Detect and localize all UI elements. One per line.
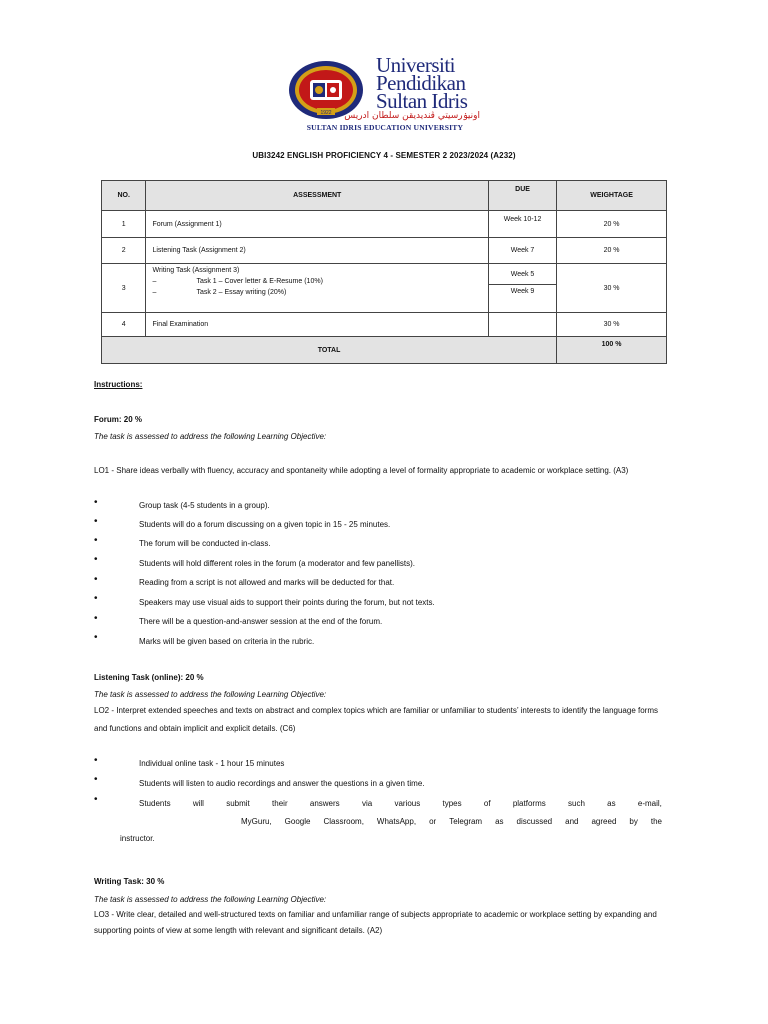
word: of	[483, 799, 491, 808]
bullet-icon: •	[94, 516, 98, 527]
logo-wordmark	[344, 53, 480, 122]
listening-bullet-3-line1	[139, 799, 662, 808]
forum-bullet: Marks will be given based on criteria in the rubric.	[139, 637, 315, 646]
bullet-icon: •	[94, 755, 98, 766]
word: discussed	[516, 817, 553, 826]
bullet-icon: •	[94, 574, 98, 585]
listening-learning-objective-cont: and functions and obtain implicit and explicit details. (C6)	[94, 724, 296, 733]
forum-bullet: Reading from a script is not allowed and marks will be deducted for that.	[139, 578, 395, 587]
word: WhatsApp,	[376, 817, 417, 826]
table-row	[102, 313, 667, 337]
word: various	[394, 799, 421, 808]
word: as	[607, 799, 616, 808]
total-value: 100 %	[557, 337, 667, 364]
word: or	[429, 817, 437, 826]
sub-item	[152, 278, 487, 285]
forum-bullet: Group task (4-5 students in a group).	[139, 501, 270, 510]
word: Telegram	[449, 817, 483, 826]
row-due: Week 7	[488, 238, 556, 264]
bullet-icon: •	[94, 632, 98, 643]
row-weightage: 20 %	[557, 211, 667, 238]
forum-bullet: The forum will be conducted in-class.	[139, 539, 271, 548]
word: by	[629, 817, 638, 826]
listening-heading: Listening Task (online): 20 %	[94, 673, 204, 682]
word: agreed	[591, 817, 617, 826]
sub-item	[152, 289, 487, 296]
row-assessment: Listening Task (Assignment 2)	[146, 238, 488, 264]
forum-learning-objective: LO1 - Share ideas verbally with fluency, accuracy and spontaneity while adopting a level of formality appropriate to academic or workplace setting. (A3)	[94, 466, 629, 475]
word: such	[568, 799, 585, 808]
document-title: UBI3242 ENGLISH PROFICIENCY 4 - SEMESTER 2 2023/2024 (A232)	[252, 151, 516, 160]
header-weightage: WEIGHTAGE	[557, 181, 667, 211]
instructions-heading: Instructions:	[94, 380, 143, 389]
assessment-table	[101, 180, 667, 364]
listening-bullet: Students will listen to audio recordings and answer the questions in a given time.	[139, 779, 425, 788]
bullet-icon: •	[94, 794, 98, 805]
row-no: 1	[102, 211, 146, 238]
listening-bullet: Individual online task - 1 hour 15 minutes	[139, 759, 285, 768]
listening-intro: The task is assessed to address the following Learning Objective:	[94, 690, 327, 699]
row-assessment: Final Examination	[146, 313, 488, 337]
header-no: NO.	[102, 181, 146, 211]
sub-item-dash: –	[152, 289, 157, 296]
forum-bullet: Students will hold different roles in the forum (a moderator and few panellists).	[139, 559, 415, 568]
header-due: DUE	[488, 181, 556, 211]
forum-heading: Forum: 20 %	[94, 415, 143, 424]
logo-english-name: SULTAN IDRIS EDUCATION UNIVERSITY	[306, 123, 464, 132]
word: and	[565, 817, 579, 826]
table-total-row	[102, 337, 667, 364]
row-assessment: Forum (Assignment 1)	[146, 211, 488, 238]
forum-bullet: There will be a question-and-answer session at the end of the forum.	[139, 617, 383, 626]
total-label: TOTAL	[102, 337, 557, 364]
logo-line-pendidikan: Pendidikan	[376, 71, 466, 95]
table-row	[102, 238, 667, 264]
logo-line-universiti: Universiti	[376, 53, 455, 77]
logo-line-sultan-idris: Sultan Idris	[376, 89, 468, 113]
word: types	[442, 799, 462, 808]
seal-year: 1922	[320, 110, 332, 116]
table-row	[102, 264, 667, 285]
table-header-row	[102, 181, 667, 211]
row-due: Week 9	[488, 285, 556, 313]
writing-learning-objective-cont: supporting points of view at some length with relevant and significant details. (A2)	[94, 926, 383, 935]
word: submit	[226, 799, 250, 808]
writing-learning-objective: LO3 - Write clear, detailed and well-structured texts on familiar and unfamiliar range of subjects appropriate to academic or workplace setting by expanding and	[94, 910, 657, 919]
table-row	[102, 211, 667, 238]
listening-learning-objective: LO2 - Interpret extended speeches and texts on abstract and complex topics which are familiar or unfamiliar to students’ interests to identify the language forms	[94, 706, 658, 715]
word: e-mail,	[637, 799, 662, 808]
word: Google	[284, 817, 311, 826]
word: as	[495, 817, 504, 826]
sub-item-text: Task 1 – Cover letter & E-Resume (10%)	[196, 278, 323, 285]
word: platforms	[512, 799, 546, 808]
bullet-icon: •	[94, 774, 98, 785]
bullet-icon: •	[94, 593, 98, 604]
bullet-icon: •	[94, 497, 98, 508]
row-due: Week 10-12	[488, 211, 556, 238]
word: MyGuru,	[241, 817, 272, 826]
listening-bullet-3-line3: instructor.	[120, 834, 155, 843]
writing-intro: The task is assessed to address the following Learning Objective:	[94, 895, 327, 904]
row-no: 3	[102, 264, 146, 313]
row-weightage: 30 %	[557, 264, 667, 313]
university-logo	[288, 53, 480, 134]
sub-item-dash: –	[152, 278, 157, 285]
row-no: 2	[102, 238, 146, 264]
row-weightage: 20 %	[557, 238, 667, 264]
bullet-icon: •	[94, 613, 98, 624]
word: their	[272, 799, 288, 808]
row-assessment-writing	[146, 264, 488, 313]
row-no: 4	[102, 313, 146, 337]
word: the	[650, 817, 662, 826]
row-assessment: Writing Task (Assignment 3)	[152, 267, 240, 274]
row-weightage: 30 %	[557, 313, 667, 337]
bullet-icon: •	[94, 535, 98, 546]
header-assessment: ASSESSMENT	[146, 181, 488, 211]
word: via	[361, 799, 373, 808]
row-due: Week 5	[488, 264, 556, 285]
word: answers	[309, 799, 340, 808]
forum-bullet: Speakers may use visual aids to support their points during the forum, but not texts.	[139, 598, 435, 607]
writing-heading: Writing Task: 30 %	[94, 877, 165, 886]
listening-bullet-3-line2	[241, 817, 662, 826]
row-due	[488, 313, 556, 337]
word: Students	[139, 799, 171, 808]
word: will	[192, 799, 204, 808]
bullet-icon: •	[94, 554, 98, 565]
word: Classroom,	[323, 817, 364, 826]
sub-item-text: Task 2 – Essay writing (20%)	[196, 289, 287, 296]
forum-bullet: Students will do a forum discussing on a given topic in 15 - 25 minutes.	[139, 520, 391, 529]
forum-intro: The task is assessed to address the following Learning Objective:	[94, 432, 327, 441]
logo-jawi-text: اونيۏرسيتي ڤنديديقن سلطان ادريس	[344, 111, 480, 121]
